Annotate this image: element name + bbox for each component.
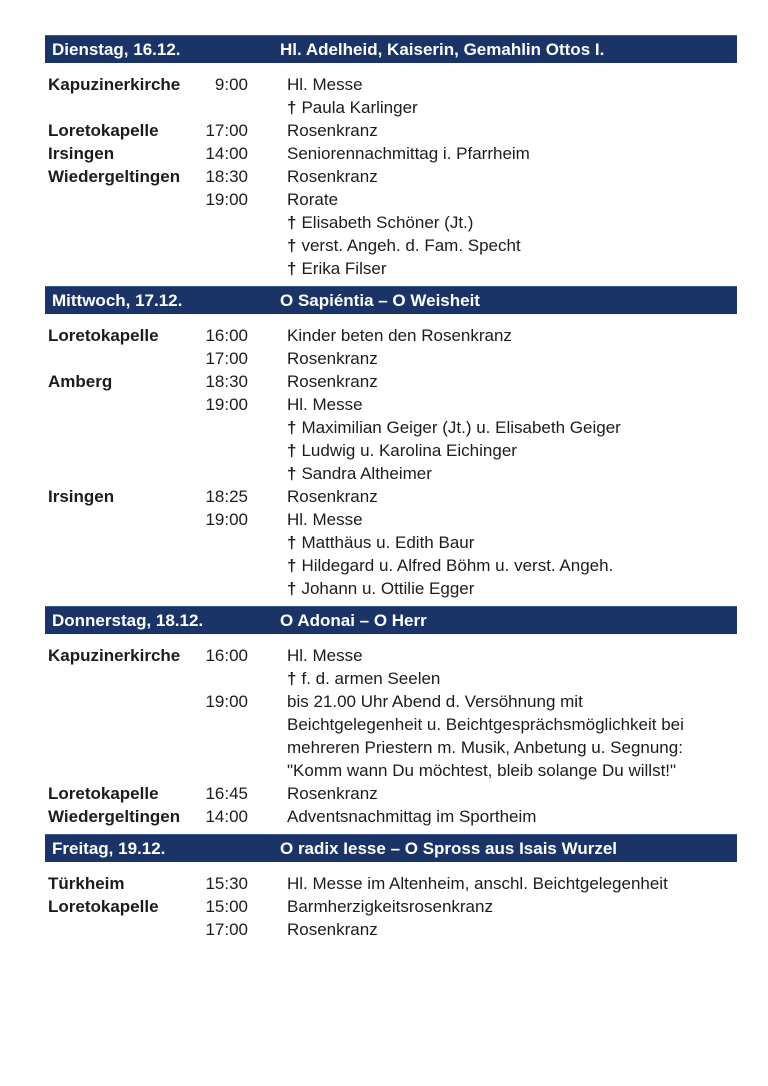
entry-description: [248, 508, 737, 600]
entry-location: Loretokapelle: [48, 897, 159, 916]
day-section: [45, 286, 737, 600]
description-line-text: Elisabeth Schöner (Jt.): [301, 213, 474, 232]
entry-time: 18:25: [205, 487, 248, 506]
entry-location: Irsingen: [48, 144, 115, 163]
description-line: [287, 119, 737, 142]
entry-location: [48, 347, 190, 370]
description-line: [287, 918, 737, 941]
description-line: [287, 96, 737, 119]
day-feast-title: Hl. Adelheid, Kaiserin, Gemahlin Ottos I.: [280, 39, 605, 59]
description-line: [287, 667, 737, 690]
schedule-entry: [45, 324, 737, 347]
entry-location: [48, 508, 190, 600]
description-line-text: Maximilian Geiger (Jt.) u. Elisabeth Geiger: [301, 418, 621, 437]
description-line-text: Sandra Altheimer: [301, 464, 432, 483]
entry-time: 15:30: [205, 874, 248, 893]
description-line-text: mehreren Priestern m. Musik, Anbetung u. Segnung:: [287, 738, 683, 757]
dagger-cross-icon: †: [287, 669, 297, 688]
entry-description: [248, 782, 737, 805]
description-line-text: Hl. Messe: [287, 646, 363, 665]
day-name: Donnerstag, 18.12.: [52, 610, 204, 630]
entry-description: [248, 324, 737, 347]
description-line: [287, 644, 737, 667]
dagger-cross-icon: †: [287, 441, 297, 460]
day-entries: [45, 73, 737, 280]
entry-location: Wiedergeltingen: [48, 167, 181, 186]
description-line: [287, 165, 737, 188]
description-line-text: Rosenkranz: [287, 167, 378, 186]
entry-location: Loretokapelle: [48, 326, 159, 345]
dagger-cross-icon: †: [287, 259, 297, 278]
entry-time: 17:00: [205, 920, 248, 939]
description-line-text: Hl. Messe: [287, 395, 363, 414]
entry-description: [248, 347, 737, 370]
entry-description: [248, 142, 737, 165]
dagger-cross-icon: †: [287, 236, 297, 255]
description-line: [287, 370, 737, 393]
description-line-text: Rosenkranz: [287, 121, 378, 140]
description-line: [287, 324, 737, 347]
description-line-text: Erika Filser: [301, 259, 387, 278]
description-line-text: Beichtgelegenheit u. Beichtgesprächsmöglichkeit bei: [287, 715, 684, 734]
entry-time: 16:45: [205, 784, 248, 803]
entry-location: [48, 690, 190, 782]
day-name: Dienstag, 16.12.: [52, 39, 181, 59]
description-line: [287, 805, 737, 828]
description-line-text: Adventsnachmittag im Sportheim: [287, 807, 537, 826]
description-line: [287, 690, 737, 713]
entry-location: [48, 393, 190, 485]
description-line-text: Matthäus u. Edith Baur: [301, 533, 475, 552]
description-line: [287, 347, 737, 370]
description-line: [287, 895, 737, 918]
schedule-entry: [45, 119, 737, 142]
description-line-text: bis 21.00 Uhr Abend d. Versöhnung mit: [287, 692, 583, 711]
entry-time: 16:00: [205, 326, 248, 345]
description-line: [287, 462, 737, 485]
dagger-cross-icon: †: [287, 533, 297, 552]
description-line-text: Seniorennachmittag i. Pfarrheim: [287, 144, 530, 163]
entry-description: [248, 918, 737, 941]
entry-location: [48, 188, 190, 280]
schedule-entry: [45, 347, 737, 370]
entry-location: Türkheim: [48, 874, 125, 893]
schedule-entry: [45, 805, 737, 828]
entry-location: Wiedergeltingen: [48, 807, 181, 826]
entry-description: [248, 393, 737, 485]
entry-description: [248, 485, 737, 508]
description-line: [287, 577, 737, 600]
description-line-text: Paula Karlinger: [301, 98, 418, 117]
description-line-text: Barmherzigkeitsrosenkranz: [287, 897, 493, 916]
description-line: [287, 188, 737, 211]
schedule-entry: [45, 485, 737, 508]
schedule-entry: [45, 370, 737, 393]
description-line-text: Ludwig u. Karolina Eichinger: [301, 441, 517, 460]
dagger-cross-icon: †: [287, 213, 297, 232]
schedule-entry: [45, 188, 737, 280]
day-entries: [45, 644, 737, 828]
description-line: [287, 234, 737, 257]
description-line-text: Kinder beten den Rosenkranz: [287, 326, 512, 345]
entry-time: 18:30: [205, 167, 248, 186]
description-line: [287, 782, 737, 805]
description-line: [287, 142, 737, 165]
description-line-text: Rosenkranz: [287, 920, 378, 939]
dagger-cross-icon: †: [287, 579, 297, 598]
entry-description: [248, 872, 737, 895]
description-line: [287, 713, 737, 736]
day-header-bar: [45, 834, 737, 862]
description-line: [287, 439, 737, 462]
entry-location: Irsingen: [48, 487, 115, 506]
schedule-entry: [45, 782, 737, 805]
entry-time: 16:00: [205, 646, 248, 665]
schedule-entry: [45, 73, 737, 119]
description-line: [287, 257, 737, 280]
schedule-entry: [45, 644, 737, 690]
schedule-entry: [45, 142, 737, 165]
description-line-text: Rosenkranz: [287, 372, 378, 391]
day-header-bar: [45, 286, 737, 314]
entry-time: 19:00: [205, 510, 248, 529]
day-header-bar: [45, 606, 737, 634]
schedule-entry: [45, 895, 737, 918]
description-line: [287, 73, 737, 96]
entry-description: [248, 119, 737, 142]
entry-time: 19:00: [205, 395, 248, 414]
day-feast-title: O Adonai – O Herr: [280, 610, 427, 630]
entry-description: [248, 644, 737, 690]
day-name: Freitag, 19.12.: [52, 838, 166, 858]
dagger-cross-icon: †: [287, 556, 297, 575]
description-line-text: Rorate: [287, 190, 339, 209]
description-line-text: Johann u. Ottilie Egger: [301, 579, 475, 598]
description-line-text: Hl. Messe im Altenheim, anschl. Beichtgelegenheit: [287, 874, 668, 893]
schedule-entry: [45, 918, 737, 941]
day-section: [45, 606, 737, 828]
description-line-text: Rosenkranz: [287, 349, 378, 368]
entry-location: Kapuzinerkirche: [48, 75, 181, 94]
entry-time: 19:00: [205, 190, 248, 209]
entry-location: [48, 918, 190, 941]
entry-time: 14:00: [205, 144, 248, 163]
schedule-entry: [45, 393, 737, 485]
entry-description: [248, 165, 737, 188]
description-line-text: "Komm wann Du möchtest, bleib solange Du willst!": [287, 761, 677, 780]
entry-location: Loretokapelle: [48, 784, 159, 803]
day-entries: [45, 872, 737, 941]
entry-description: [248, 73, 737, 119]
day-section: [45, 35, 737, 280]
description-line-text: f. d. armen Seelen: [301, 669, 441, 688]
description-line-text: verst. Angeh. d. Fam. Specht: [301, 236, 521, 255]
description-line: [287, 531, 737, 554]
entry-time: 17:00: [205, 349, 248, 368]
entry-description: [248, 188, 737, 280]
description-line: [287, 393, 737, 416]
day-section: [45, 834, 737, 941]
dagger-cross-icon: †: [287, 464, 297, 483]
entry-time: 18:30: [205, 372, 248, 391]
entry-location: Loretokapelle: [48, 121, 159, 140]
entry-description: [248, 895, 737, 918]
description-line-text: Rosenkranz: [287, 487, 378, 506]
day-feast-title: O Sapiéntia – O Weisheit: [280, 290, 480, 310]
entry-time: 19:00: [205, 692, 248, 711]
day-header-bar: [45, 35, 737, 63]
schedule-entry: [45, 872, 737, 895]
entry-location: Amberg: [48, 372, 113, 391]
schedule-entry: [45, 508, 737, 600]
description-line-text: Rosenkranz: [287, 784, 378, 803]
dagger-cross-icon: †: [287, 418, 297, 437]
entry-time: 17:00: [205, 121, 248, 140]
description-line-text: Hildegard u. Alfred Böhm u. verst. Angeh.: [301, 556, 614, 575]
entry-time: 14:00: [205, 807, 248, 826]
description-line: [287, 416, 737, 439]
schedule-entry: [45, 165, 737, 188]
description-line: [287, 508, 737, 531]
day-feast-title: O radix Iesse – O Spross aus Isais Wurzel: [280, 838, 618, 858]
description-line-text: Hl. Messe: [287, 510, 363, 529]
entry-description: [248, 370, 737, 393]
schedule-entry: [45, 690, 737, 782]
description-line: [287, 759, 737, 782]
day-name: Mittwoch, 17.12.: [52, 290, 183, 310]
description-line: [287, 485, 737, 508]
entry-location: Kapuzinerkirche: [48, 646, 181, 665]
description-line: [287, 872, 737, 895]
entry-description: [248, 690, 737, 782]
entry-description: [248, 805, 737, 828]
day-entries: [45, 324, 737, 600]
description-line-text: Hl. Messe: [287, 75, 363, 94]
description-line: [287, 554, 737, 577]
description-line: [287, 736, 737, 759]
description-line: [287, 211, 737, 234]
dagger-cross-icon: †: [287, 98, 297, 117]
entry-time: 15:00: [205, 897, 248, 916]
entry-time: 9:00: [214, 75, 248, 94]
